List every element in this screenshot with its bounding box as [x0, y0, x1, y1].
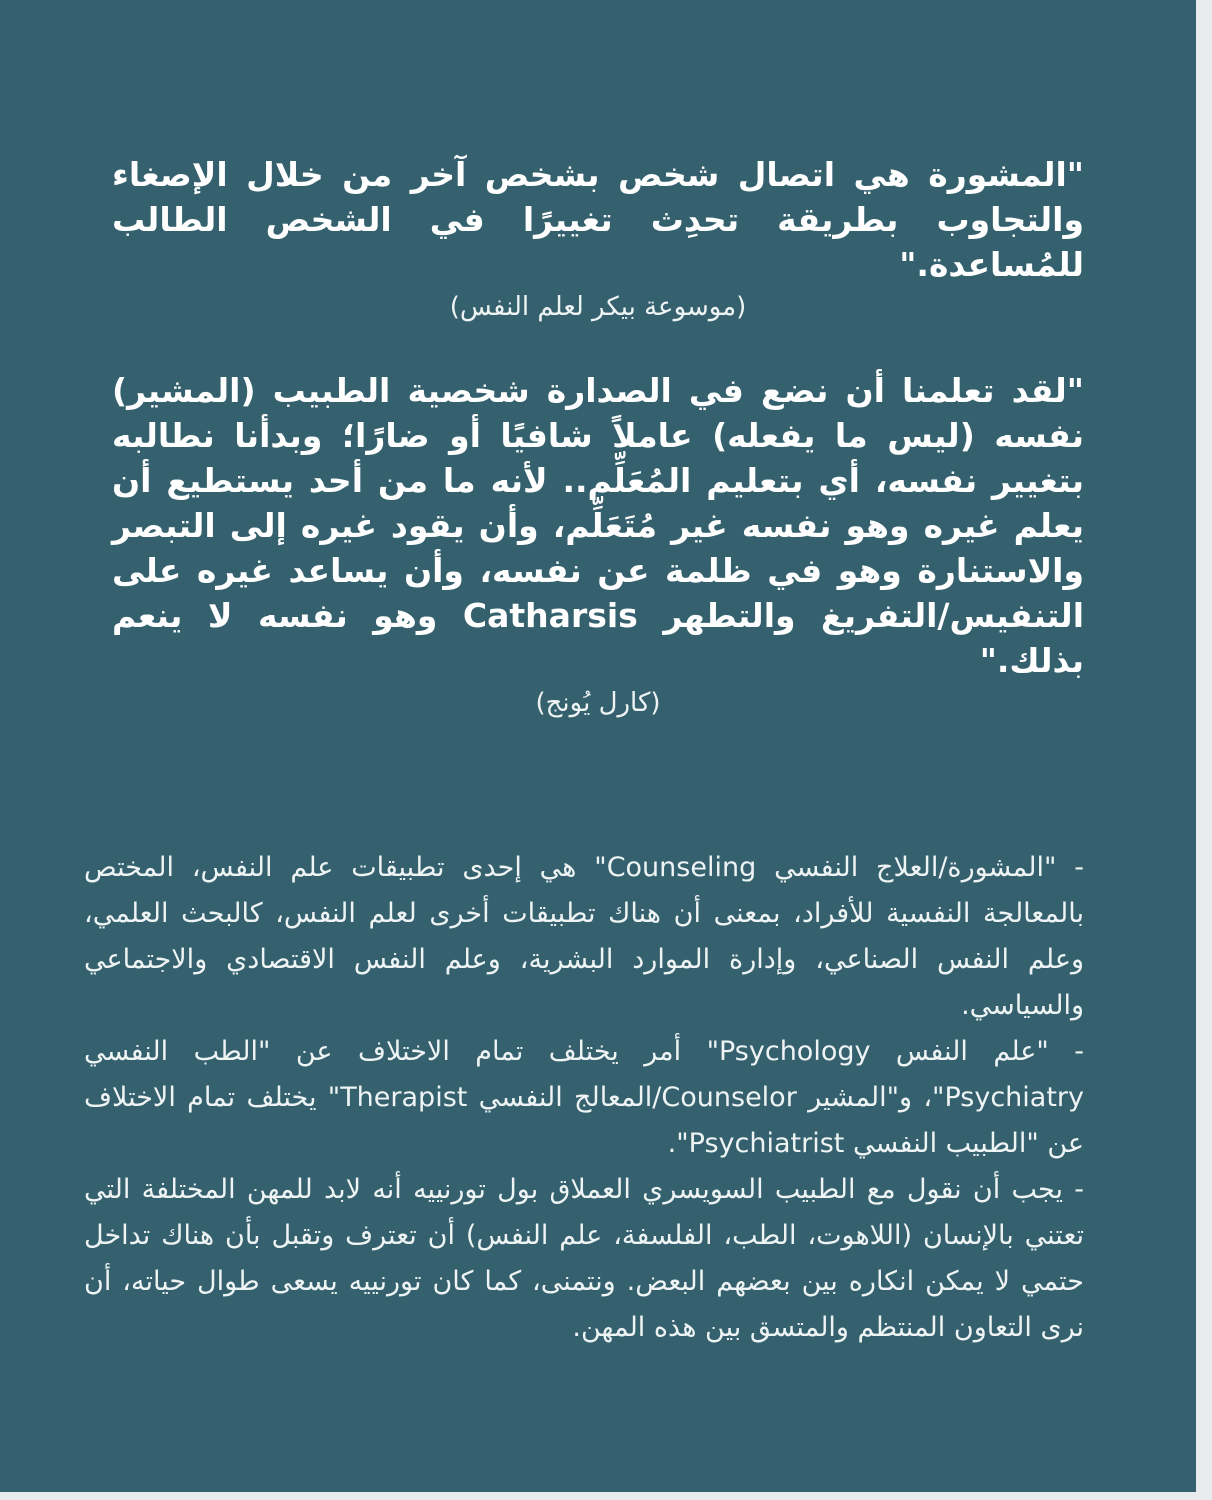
quote-text: "لقد تعلمنا أن نضع في الصدارة شخصية الطبيب (المشير) نفسه (ليس ما يفعله) عاملاً شافيًا أو ضارًا؛ وبدأنا نطالبه بتغيير نفسه، أي بتعليم المُعَلِّم.. لأنه ما من أحد يستطيع أن يعلم غيره وهو نفسه غير مُتَعَلِّم، وأن يقود غيره إلى التبصر والاستنارة وهو في ظلمة عن نفسه، وأن يساعد غيره على التنفيس/التفريغ والتطهر Catharsis وهو نفسه لا ينعم بذلك." — [112, 371, 1085, 680]
quote-attribution: (موسوعة بيكر لعلم النفس) — [449, 292, 747, 322]
quote-block-counseling-definition — [112, 152, 1084, 327]
quote-block-jung — [112, 368, 1084, 723]
notes-section — [84, 845, 1084, 1351]
note-paragraph: - يجب أن نقول مع الطبيب السويسري العملاق بول تورنييه أنه لابد للمهن المختلفة التي تعتني بالإنسان (اللاهوت، الطب، الفلسفة، علم النفس) أن تعترف وتقبل بأن هناك تداخل حتمي لا يمكن انكاره بين بعضهم البعض. ونتمنى، كما كان تورنييه يسعى طوال حياته، أن نرى التعاون المنتظم والمتسق بين هذه المهن. — [84, 1174, 1084, 1343]
page-edge-right — [1196, 0, 1212, 1500]
quote-text: "المشورة هي اتصال شخص بشخص آخر من خلال الإصغاء والتجاوب بطريقة تحدِث تغييرًا في الشخص الطالب للمُساعدة." — [112, 155, 1084, 284]
note-paragraph: - "علم النفس Psychology" أمر يختلف تمام الاختلاف عن "الطب النفسي Psychiatry"، و"المشير Counselor/المعالج النفسي Therapist" يختلف تمام الاختلاف عن "الطبيب النفسي Psychiatrist". — [84, 1036, 1084, 1159]
quote-attribution: (كارل يُونج) — [535, 688, 661, 718]
page-edge-bottom — [0, 1492, 1212, 1500]
note-paragraph: - "المشورة/العلاج النفسي Counseling" هي إحدى تطبيقات علم النفس، المختص بالمعالجة النفسية للأفراد، بمعنى أن هناك تطبيقات أخرى لعلم النفس، كالبحث العلمي، وعلم النفس الصناعي، وإدارة الموارد البشرية، وعلم النفس الاقتصادي والاجتماعي والسياسي. — [84, 852, 1084, 1021]
